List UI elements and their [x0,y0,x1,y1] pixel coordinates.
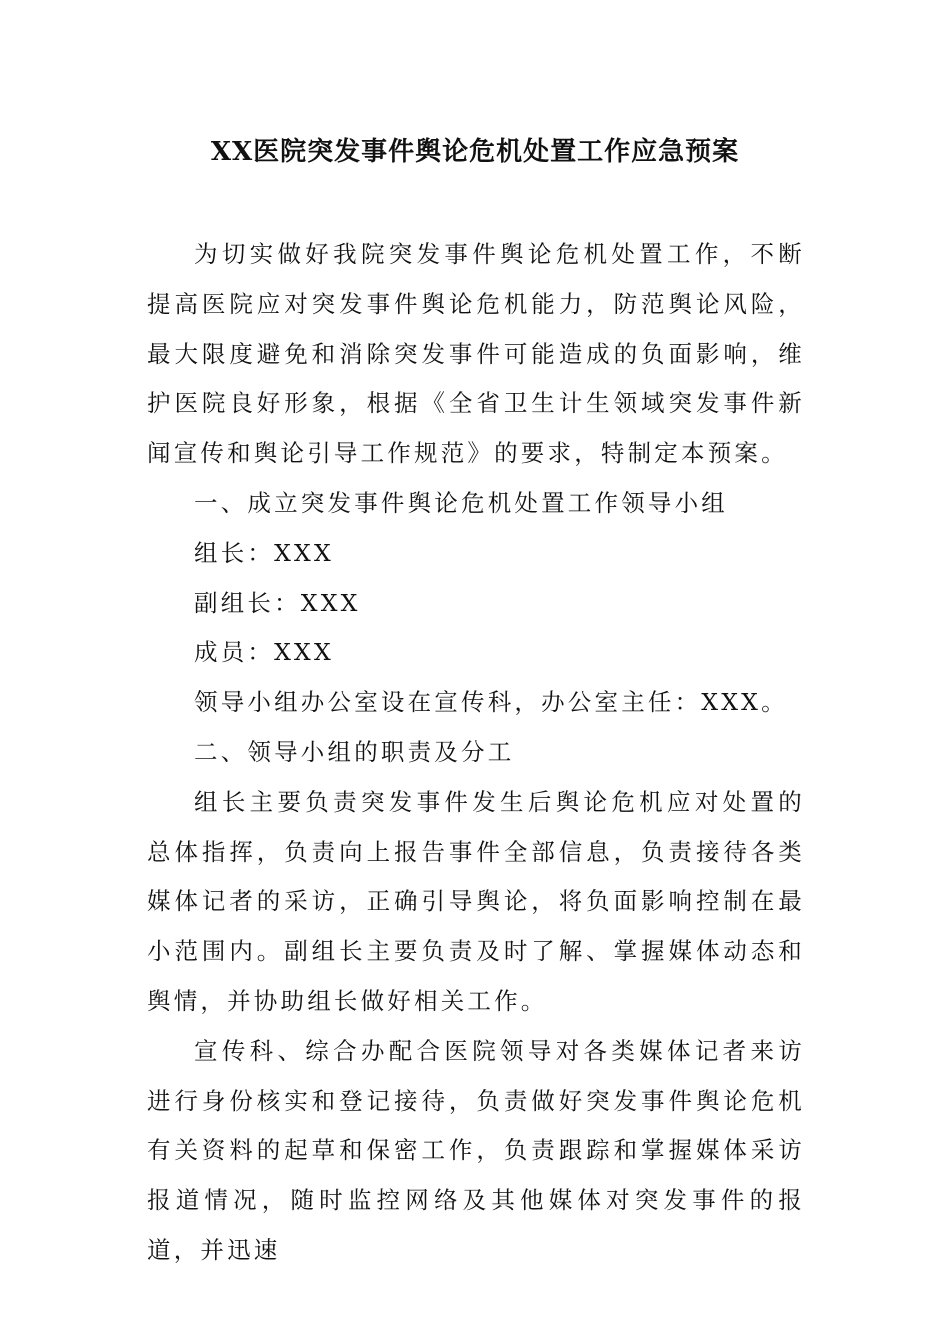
deputy-leader-line: 副组长：XXX [194,588,361,617]
document-body [147,230,805,1276]
document-title: XX医院突发事件舆论危机处置工作应急预案 [210,137,740,167]
paragraph-intro: 为切实做好我院突发事件舆论危机处置工作，不断提高医院应对突发事件舆论危机能力，防范舆论风险，最大限度避免和消除突发事件可能造成的负面影响，维护医院良好形象，根据《全省卫生计生领域突发事件新闻宣传和舆论引导工作规范》的要求，特制定本预案。 [147,240,805,468]
section-heading-2: 二、领导小组的职责及分工 [194,737,515,766]
members-line: 成员：XXX [194,638,334,667]
paragraph-duties-publicity: 宣传科、综合办配合医院领导对各类媒体记者来访进行身份核实和登记接待，负责做好突发事件舆论危机有关资料的起草和保密工作，负责跟踪和掌握媒体采访报道情况，随时监控网络及其他媒体对突发事件的报道，并迅速 [147,1036,805,1264]
section-heading-1: 一、成立突发事件舆论危机处置工作领导小组 [194,488,728,517]
paragraph-duties-leader: 组长主要负责突发事件发生后舆论危机应对处置的总体指挥，负责向上报告事件全部信息，负责接待各类媒体记者的采访，正确引导舆论，将负面影响控制在最小范围内。副组长主要负责及时了解、掌握媒体动态和舆情，并协助组长做好相关工作。 [147,787,805,1015]
leader-line: 组长：XXX [194,538,334,567]
office-line: 领导小组办公室设在宣传科，办公室主任：XXX。 [194,688,788,717]
